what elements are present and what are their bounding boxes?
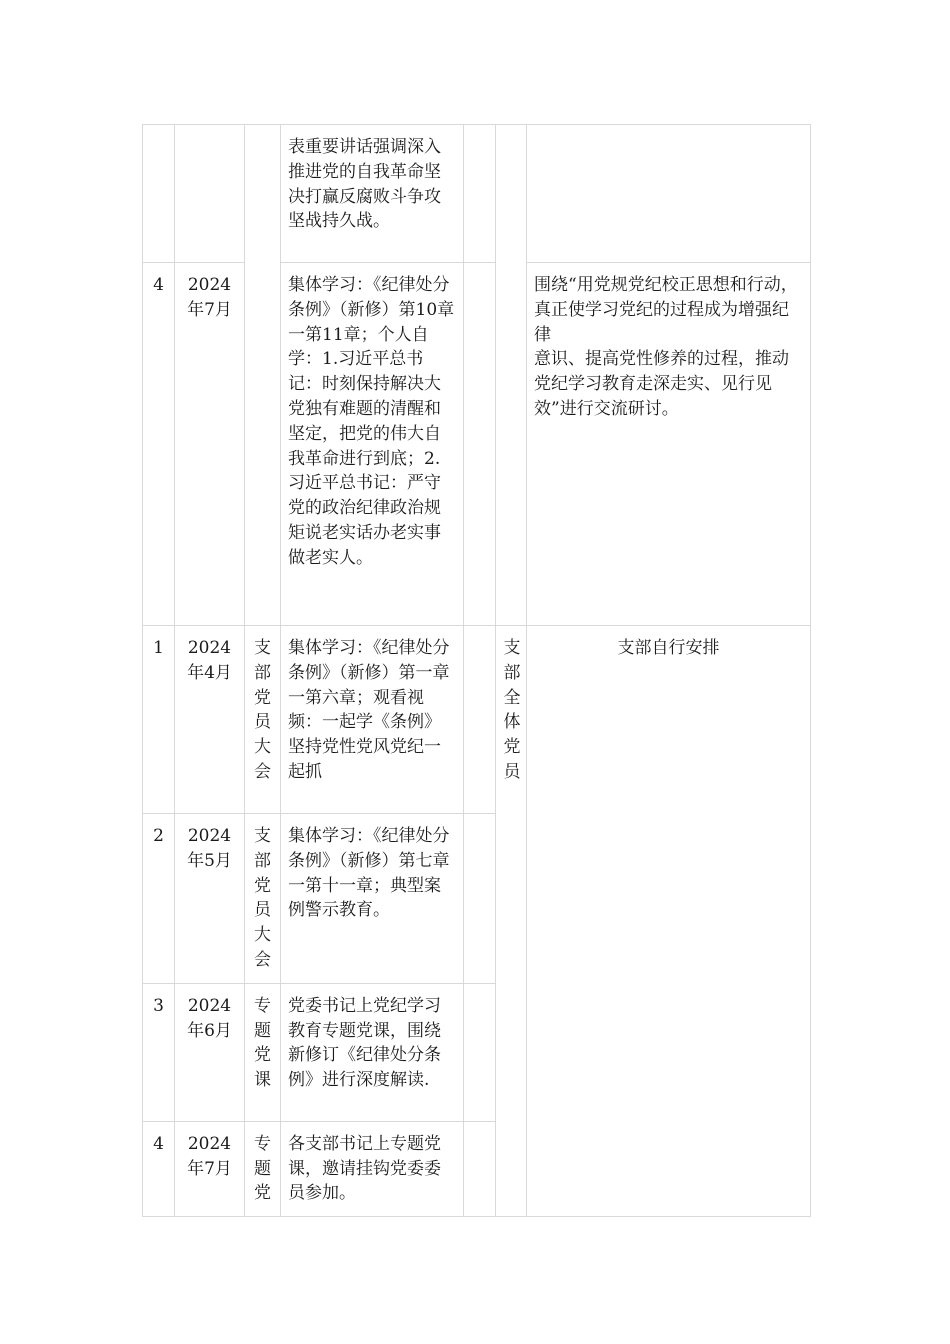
row-content-cell: 各支部书记上专题党课，邀请挂钩党委委员参加。	[281, 1121, 464, 1216]
meeting-type: 专题党课	[254, 995, 271, 1091]
empty-cell	[464, 125, 496, 263]
row-date-cell	[175, 1121, 245, 1216]
empty-cell	[464, 983, 496, 1121]
date-month: 年5月	[187, 850, 232, 871]
table-row	[143, 125, 811, 263]
meeting-type: 专题党	[254, 1133, 271, 1204]
row-number-cell: 4	[143, 263, 175, 626]
row-date-cell	[175, 263, 245, 626]
date-year: 2024	[187, 1133, 232, 1154]
row-note-cell	[527, 125, 811, 263]
row-type-cell	[245, 626, 281, 814]
date-year: 2024	[187, 275, 232, 295]
participants-cell	[496, 125, 527, 626]
empty-cell	[464, 626, 496, 814]
row-type-cell	[245, 1121, 281, 1216]
participants-cell	[496, 626, 527, 1217]
row-date-cell	[175, 125, 245, 263]
row-content-cell: 集体学习：《纪律处分条例》（新修）第七章一第十一章；典型案例警示教育。	[281, 814, 464, 984]
row-content-cell: 集体学习：《纪律处分条例》（新修）第10章一第11章；个人自学：1.习近平总书记：时刻保持解决大党独有难题的清醒和坚定，把党的伟大自我革命进行到底；2.习近平总书记：严守党的政治纪律政治规矩说老实话办老实事做老实人。	[281, 263, 464, 626]
empty-cell	[464, 814, 496, 984]
remark-cell: 支部自行安排	[527, 626, 811, 1217]
date-year: 2024	[187, 826, 232, 846]
meeting-type: 支部党员大会	[254, 826, 271, 970]
date-year: 2024	[187, 638, 232, 658]
table-row	[143, 263, 811, 626]
row-content-cell: 集体学习：《纪律处分条例》（新修）第一章一第六章；观看视频：一起学《条例》坚持党性党风党纪一起抓	[281, 626, 464, 814]
row-type-cell	[245, 814, 281, 984]
row-number-cell	[143, 125, 175, 263]
row-type-cell	[245, 983, 281, 1121]
row-number-cell: 1	[143, 626, 175, 814]
row-number-cell: 2	[143, 814, 175, 984]
row-content-cell: 党委书记上党纪学习教育专题党课，围绕新修订《纪律处分条例》进行深度解读.	[281, 983, 464, 1121]
row-date-cell	[175, 983, 245, 1121]
note-line: 意识、提高党性修养的过程，推动党纪学习教育走深走实、见行见效”进行交流研讨。	[534, 349, 789, 419]
date-year: 2024	[187, 995, 232, 1016]
date-month: 年6月	[187, 1020, 232, 1041]
date-month: 年7月	[187, 299, 232, 320]
participants: 支部全体党员	[503, 638, 521, 782]
row-type-cell	[245, 125, 281, 626]
row-number-cell: 3	[143, 983, 175, 1121]
table-row	[143, 626, 811, 814]
row-note-cell	[527, 263, 811, 626]
date-month: 年4月	[187, 662, 232, 683]
empty-cell	[464, 263, 496, 626]
date-month: 年7月	[187, 1158, 232, 1179]
row-date-cell	[175, 814, 245, 984]
row-content-cell: 表重要讲话强调深入推进党的自我革命坚决打赢反腐败斗争攻坚战持久战。	[281, 125, 464, 263]
row-date-cell	[175, 626, 245, 814]
meeting-type: 支部党员大会	[254, 638, 271, 782]
note-line: 围绕“用党规党纪校正思想和行动，真正使学习党纪的过程成为增强纪律	[534, 275, 798, 345]
study-plan-table	[142, 124, 811, 1217]
empty-cell	[464, 1121, 496, 1216]
row-number-cell: 4	[143, 1121, 175, 1216]
